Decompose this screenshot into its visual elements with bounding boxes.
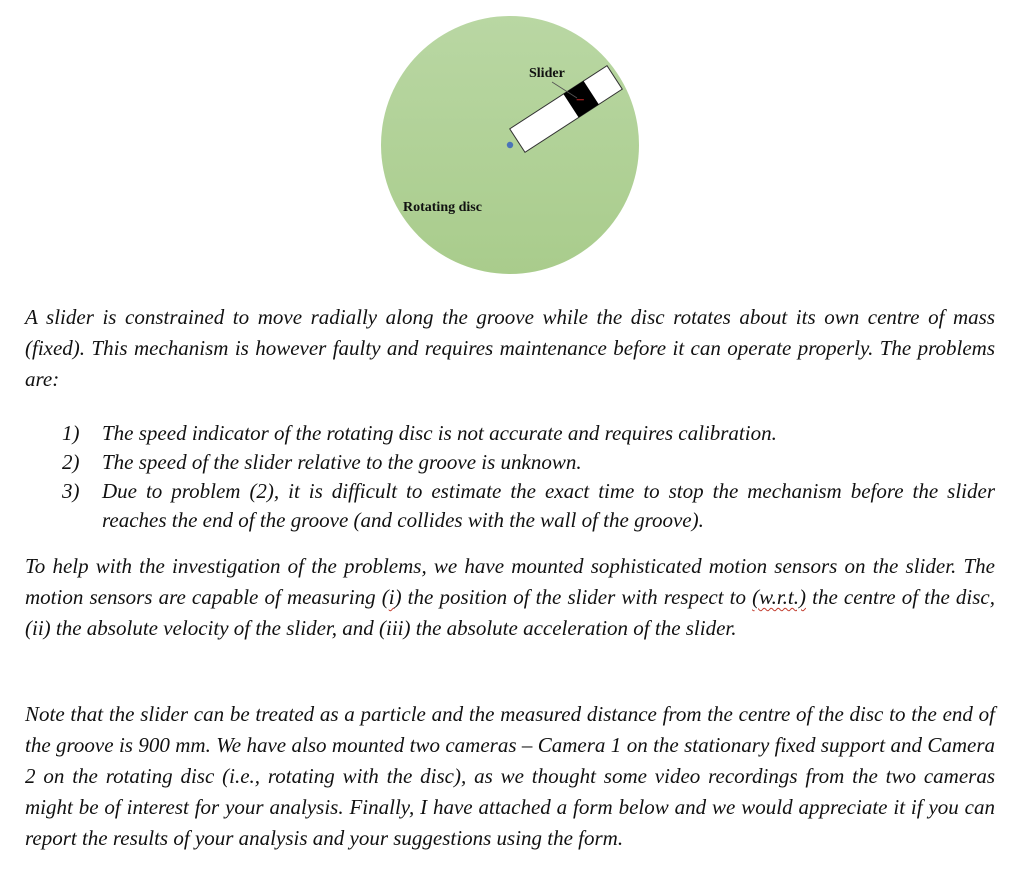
list-text: The speed of the slider relative to the groove is unknown. bbox=[102, 450, 582, 474]
spellcheck-roman-i: i bbox=[388, 585, 395, 609]
list-item bbox=[62, 448, 995, 477]
list-item bbox=[62, 419, 995, 448]
help-text-2: ) the position of the slider with respect to bbox=[394, 585, 753, 609]
intro-paragraph: A slider is constrained to move radially along the groove while the disc rotates about its own centre of mass (fixed). This mechanism is however faulty and requires maintenance before it can operate properly. The problems are: bbox=[25, 305, 995, 391]
list-text: The speed indicator of the rotating disc is not accurate and requires calibration. bbox=[102, 421, 777, 445]
help-text-3: the centre of the disc, (ii) the absolute velocity of the slider, and (iii) the absolute acceleration of the slider. bbox=[25, 585, 995, 640]
centre-dot bbox=[507, 142, 513, 148]
note-paragraph: Note that the slider can be treated as a particle and the measured distance from the centre of the disc to the end of the groove is 900 mm. We have also mounted two cameras – Camera 1 on the stationary fixed support and Camera 2 on the rotating disc (i.e., rotating with the disc), as we thought some video recordings from the two cameras might be of interest for your analysis. Finally, I have attached a form below and we would appreciate it if you can report the results of your analysis and your suggestions using the form. bbox=[25, 702, 995, 850]
list-item bbox=[62, 477, 995, 535]
problem-list bbox=[62, 419, 995, 535]
disc-label: Rotating disc bbox=[403, 200, 482, 215]
disc-slider-figure bbox=[0, 0, 1024, 290]
help-text-1: To help with the investigation of the problems, we have mounted sophisticated motion sensors on the slider. The motion sensors are capable of measuring ( bbox=[25, 554, 995, 609]
list-number: 1) bbox=[62, 421, 80, 445]
list-number: 2) bbox=[62, 450, 80, 474]
slider-label: Slider bbox=[529, 66, 565, 81]
list-text: Due to problem (2), it is difficult to estimate the exact time to stop the mechanism before the slider reaches the end of the groove (and collides with the wall of the groove). bbox=[102, 479, 995, 532]
list-number: 3) bbox=[62, 479, 80, 503]
spellcheck-wrt: (w.r.t.) bbox=[752, 585, 806, 609]
help-paragraph bbox=[25, 551, 995, 644]
